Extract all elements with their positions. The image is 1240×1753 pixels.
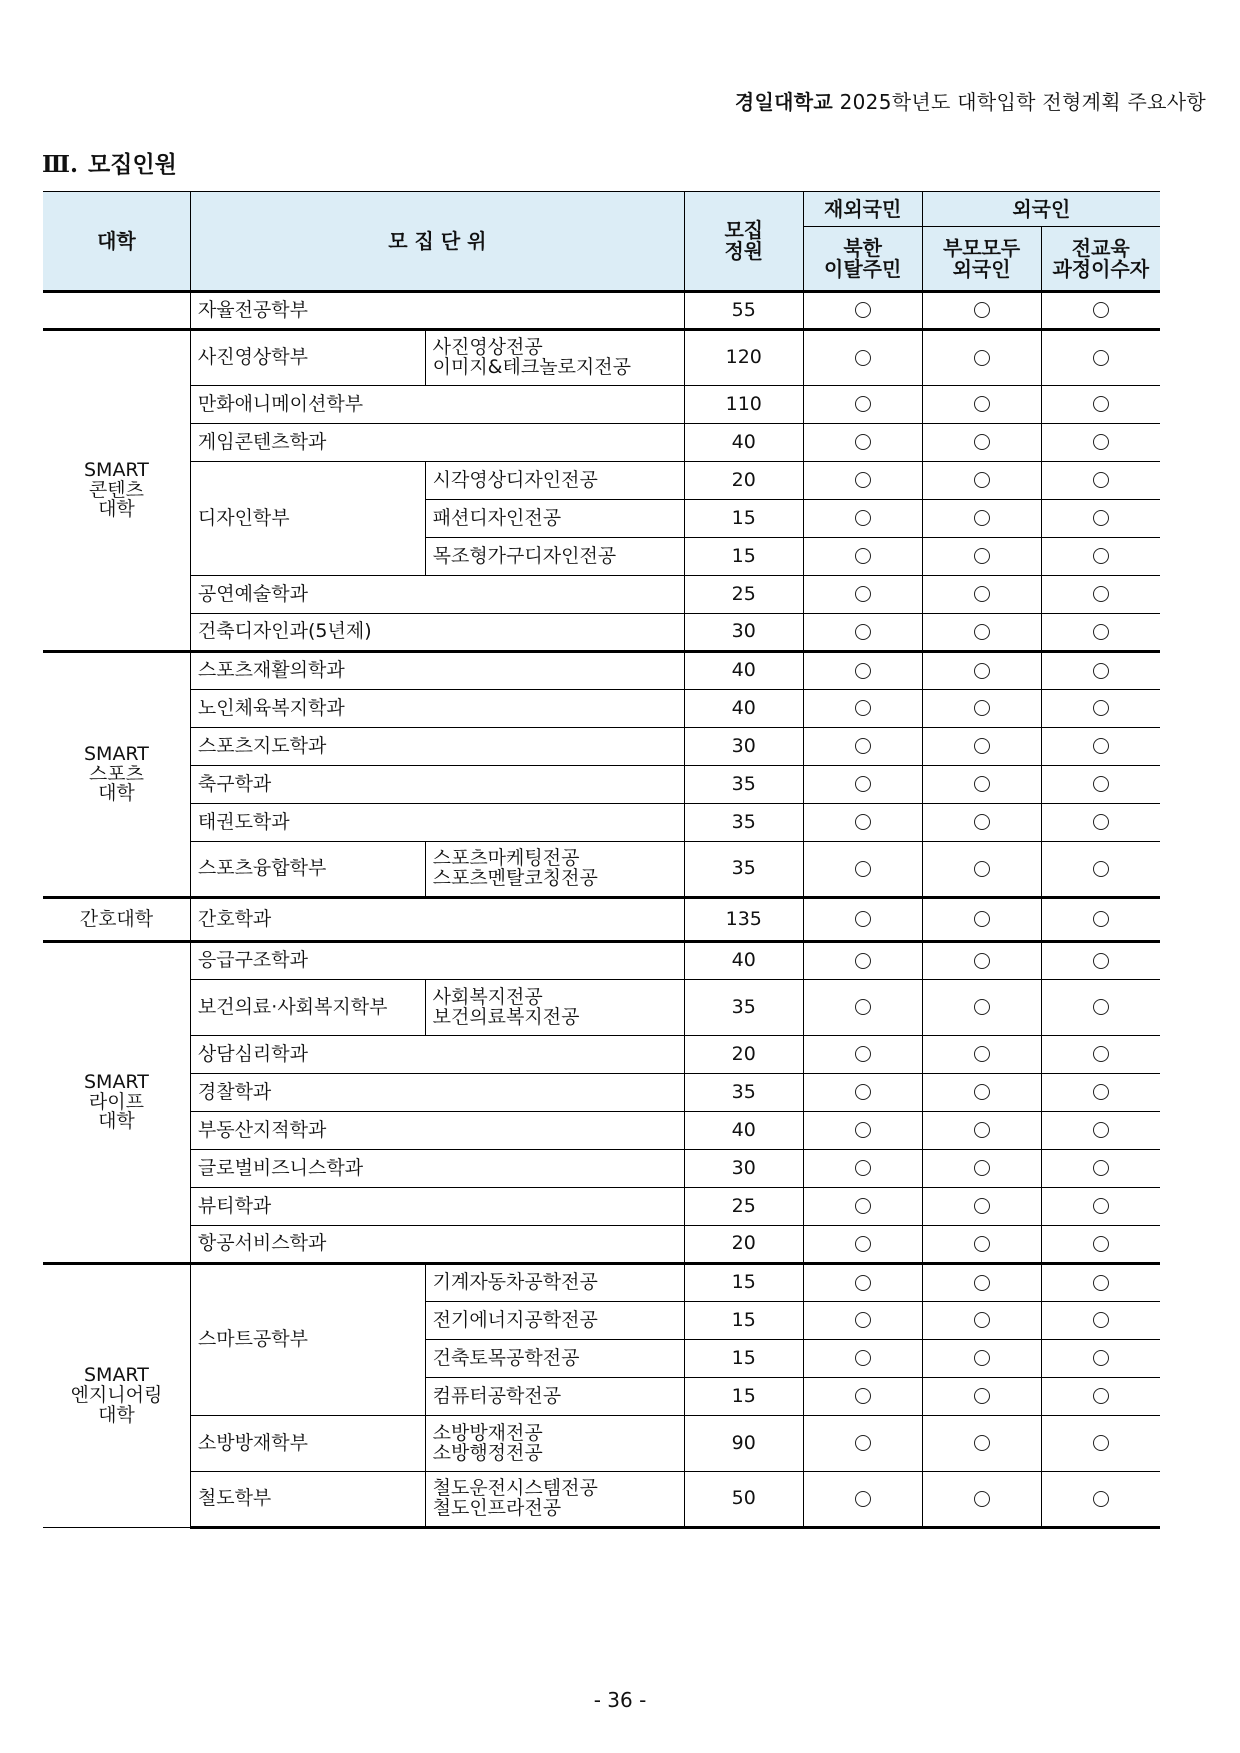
circle-mark-icon [855, 472, 871, 488]
circle-mark-icon [974, 663, 990, 679]
college-cell: 간호대학 [43, 898, 190, 942]
circle-mark-icon [974, 302, 990, 318]
quota-cell: 30 [684, 728, 803, 766]
circle-mark-icon [855, 738, 871, 754]
circle-mark-icon [974, 1122, 990, 1138]
major-cell: 소방방재전공 소방행정전공 [425, 1416, 684, 1472]
unit-cell: 글로벌비즈니스학과 [190, 1150, 684, 1188]
circle-mark-icon [974, 1491, 990, 1507]
major-cell: 패션디자인전공 [425, 500, 684, 538]
circle-mark-icon [855, 510, 871, 526]
header-quota: 모집 정원 [684, 192, 803, 292]
table-row [43, 1226, 1160, 1264]
circle-mark-icon [974, 548, 990, 564]
circle-mark-icon [855, 1084, 871, 1100]
circle-mark-icon [1093, 624, 1109, 640]
circle-mark-icon [1093, 548, 1109, 564]
circle-mark-icon [974, 1312, 990, 1328]
circle-mark-icon [1093, 586, 1109, 602]
circle-mark-icon [855, 1275, 871, 1291]
unit-cell: 만화애니메이션학부 [190, 386, 684, 424]
circle-mark-icon [974, 700, 990, 716]
circle-mark-icon [1093, 1491, 1109, 1507]
table-row [43, 898, 1160, 942]
circle-mark-icon [855, 1122, 871, 1138]
table-row [43, 330, 1160, 386]
table-row [43, 424, 1160, 462]
circle-mark-icon [855, 999, 871, 1015]
circle-mark-icon [1093, 1435, 1109, 1451]
unit-cell: 응급구조학과 [190, 942, 684, 980]
unit-cell: 뷰티학과 [190, 1188, 684, 1226]
circle-mark-icon [1093, 472, 1109, 488]
circle-mark-icon [1093, 911, 1109, 927]
major-cell: 철도운전시스템전공 철도인프라전공 [425, 1472, 684, 1528]
header-foreign-parents: 부모모두 외국인 [922, 227, 1041, 292]
quota-cell: 50 [684, 1472, 803, 1528]
unit-cell: 태권도학과 [190, 804, 684, 842]
college-cell: SMART 콘텐츠 대학 [43, 330, 190, 652]
circle-mark-icon [855, 861, 871, 877]
unit-cell: 디자인학부 [190, 462, 425, 576]
unit-cell: 공연예술학과 [190, 576, 684, 614]
quota-cell: 30 [684, 1150, 803, 1188]
major-cell: 기계자동차공학전공 [425, 1264, 684, 1302]
header-overseas: 재외국민 [803, 192, 922, 227]
circle-mark-icon [1093, 510, 1109, 526]
circle-mark-icon [855, 396, 871, 412]
quota-cell: 25 [684, 1188, 803, 1226]
circle-mark-icon [974, 1160, 990, 1176]
circle-mark-icon [1093, 1312, 1109, 1328]
table-row [43, 292, 1160, 330]
circle-mark-icon [974, 586, 990, 602]
circle-mark-icon [974, 1084, 990, 1100]
college-cell: SMART 스포츠 대학 [43, 652, 190, 898]
table-row [43, 766, 1160, 804]
circle-mark-icon [855, 814, 871, 830]
table-row [43, 842, 1160, 898]
unit-cell: 스포츠재활의학과 [190, 652, 684, 690]
circle-mark-icon [1093, 1084, 1109, 1100]
circle-mark-icon [1093, 1160, 1109, 1176]
circle-mark-icon [1093, 302, 1109, 318]
document-subtitle: 2025학년도 대학입학 전형계획 주요사항 [839, 90, 1206, 114]
unit-cell: 사진영상학부 [190, 330, 425, 386]
circle-mark-icon [974, 999, 990, 1015]
circle-mark-icon [855, 1312, 871, 1328]
circle-mark-icon [974, 911, 990, 927]
major-cell: 사진영상전공 이미지&테크놀로지전공 [425, 330, 684, 386]
quota-cell: 40 [684, 652, 803, 690]
college-cell: SMART 라이프 대학 [43, 942, 190, 1264]
unit-cell: 노인체육복지학과 [190, 690, 684, 728]
document-header [735, 86, 1206, 115]
quota-cell: 20 [684, 1226, 803, 1264]
circle-mark-icon [855, 1160, 871, 1176]
circle-mark-icon [855, 1350, 871, 1366]
section-title [42, 146, 177, 179]
major-cell: 시각영상디자인전공 [425, 462, 684, 500]
quota-cell: 110 [684, 386, 803, 424]
unit-cell: 자율전공학부 [190, 292, 684, 330]
major-cell: 전기에너지공학전공 [425, 1302, 684, 1340]
quota-cell: 15 [684, 1302, 803, 1340]
section-number: Ⅲ. [42, 151, 79, 178]
header-college: 대학 [43, 192, 190, 292]
circle-mark-icon [974, 1275, 990, 1291]
quota-cell: 40 [684, 690, 803, 728]
table-row [43, 1264, 1160, 1302]
circle-mark-icon [855, 434, 871, 450]
page-number: - 36 - [593, 1688, 647, 1712]
circle-mark-icon [855, 1435, 871, 1451]
circle-mark-icon [974, 1046, 990, 1062]
circle-mark-icon [855, 548, 871, 564]
circle-mark-icon [1093, 861, 1109, 877]
table-row [43, 386, 1160, 424]
table-row [43, 652, 1160, 690]
circle-mark-icon [1093, 1388, 1109, 1404]
unit-cell: 부동산지적학과 [190, 1112, 684, 1150]
unit-cell: 스포츠지도학과 [190, 728, 684, 766]
table-row [43, 1112, 1160, 1150]
circle-mark-icon [855, 1388, 871, 1404]
circle-mark-icon [974, 434, 990, 450]
circle-mark-icon [1093, 434, 1109, 450]
circle-mark-icon [1093, 1198, 1109, 1214]
circle-mark-icon [1093, 1122, 1109, 1138]
major-cell: 목조형가구디자인전공 [425, 538, 684, 576]
circle-mark-icon [855, 663, 871, 679]
circle-mark-icon [1093, 700, 1109, 716]
circle-mark-icon [1093, 953, 1109, 969]
quota-cell: 35 [684, 804, 803, 842]
unit-cell: 보건의료·사회복지학부 [190, 980, 425, 1036]
quota-cell: 15 [684, 1264, 803, 1302]
quota-cell: 90 [684, 1416, 803, 1472]
quota-cell: 30 [684, 614, 803, 652]
table-row [43, 614, 1160, 652]
table-row [43, 1036, 1160, 1074]
quota-cell: 15 [684, 1340, 803, 1378]
quota-cell: 55 [684, 292, 803, 330]
section-title-text: 모집인원 [88, 152, 177, 178]
circle-mark-icon [974, 1435, 990, 1451]
unit-cell: 항공서비스학과 [190, 1226, 684, 1264]
unit-cell: 철도학부 [190, 1472, 425, 1528]
circle-mark-icon [974, 861, 990, 877]
quota-cell: 135 [684, 898, 803, 942]
quota-cell: 15 [684, 538, 803, 576]
circle-mark-icon [1093, 663, 1109, 679]
table-row [43, 804, 1160, 842]
circle-mark-icon [855, 700, 871, 716]
circle-mark-icon [1093, 1350, 1109, 1366]
circle-mark-icon [855, 350, 871, 366]
circle-mark-icon [855, 953, 871, 969]
quota-cell: 120 [684, 330, 803, 386]
major-cell: 컴퓨터공학전공 [425, 1378, 684, 1416]
circle-mark-icon [855, 911, 871, 927]
circle-mark-icon [974, 1198, 990, 1214]
header-full-curriculum: 전교육 과정이수자 [1041, 227, 1160, 292]
circle-mark-icon [974, 396, 990, 412]
circle-mark-icon [974, 510, 990, 526]
circle-mark-icon [1093, 814, 1109, 830]
school-name: 경일대학교 [734, 90, 833, 114]
unit-cell: 스마트공학부 [190, 1264, 425, 1416]
quota-cell: 20 [684, 1036, 803, 1074]
college-cell [43, 292, 190, 330]
circle-mark-icon [1093, 396, 1109, 412]
table-row [43, 942, 1160, 980]
circle-mark-icon [974, 1350, 990, 1366]
quota-cell: 40 [684, 942, 803, 980]
circle-mark-icon [1093, 1046, 1109, 1062]
circle-mark-icon [974, 953, 990, 969]
circle-mark-icon [974, 472, 990, 488]
unit-cell: 경찰학과 [190, 1074, 684, 1112]
header-north-korean-defector: 북한 이탈주민 [803, 227, 922, 292]
circle-mark-icon [855, 1491, 871, 1507]
circle-mark-icon [1093, 776, 1109, 792]
quota-cell: 35 [684, 980, 803, 1036]
circle-mark-icon [1093, 1236, 1109, 1252]
circle-mark-icon [855, 1198, 871, 1214]
major-cell: 사회복지전공 보건의료복지전공 [425, 980, 684, 1036]
circle-mark-icon [974, 814, 990, 830]
table-row [43, 1416, 1160, 1472]
circle-mark-icon [855, 624, 871, 640]
header-unit: 모 집 단 위 [190, 192, 684, 292]
quota-cell: 25 [684, 576, 803, 614]
circle-mark-icon [855, 586, 871, 602]
circle-mark-icon [855, 776, 871, 792]
college-cell: SMART 엔지니어링 대학 [43, 1264, 190, 1528]
quota-cell: 40 [684, 424, 803, 462]
header-foreign: 외국인 [922, 192, 1160, 227]
circle-mark-icon [855, 302, 871, 318]
unit-cell: 축구학과 [190, 766, 684, 804]
major-cell: 건축토목공학전공 [425, 1340, 684, 1378]
circle-mark-icon [974, 738, 990, 754]
circle-mark-icon [974, 624, 990, 640]
table-row [43, 1074, 1160, 1112]
circle-mark-icon [974, 350, 990, 366]
quota-cell: 15 [684, 1378, 803, 1416]
circle-mark-icon [1093, 1275, 1109, 1291]
table-row [43, 1188, 1160, 1226]
table-row [43, 462, 1160, 500]
quota-cell: 35 [684, 842, 803, 898]
major-cell: 스포츠마케팅전공 스포츠멘탈코칭전공 [425, 842, 684, 898]
quota-table [43, 191, 1160, 1529]
unit-cell: 간호학과 [190, 898, 684, 942]
unit-cell: 소방방재학부 [190, 1416, 425, 1472]
unit-cell: 상담심리학과 [190, 1036, 684, 1074]
table-row [43, 1150, 1160, 1188]
quota-cell: 35 [684, 766, 803, 804]
circle-mark-icon [1093, 350, 1109, 366]
quota-cell: 40 [684, 1112, 803, 1150]
table-row [43, 980, 1160, 1036]
circle-mark-icon [974, 1388, 990, 1404]
table-row [43, 1472, 1160, 1528]
circle-mark-icon [1093, 999, 1109, 1015]
table-row [43, 690, 1160, 728]
quota-cell: 15 [684, 500, 803, 538]
circle-mark-icon [855, 1046, 871, 1062]
quota-cell: 35 [684, 1074, 803, 1112]
circle-mark-icon [974, 1236, 990, 1252]
unit-cell: 건축디자인과(5년제) [190, 614, 684, 652]
table-row [43, 576, 1160, 614]
unit-cell: 스포츠융합학부 [190, 842, 425, 898]
unit-cell: 게임콘텐츠학과 [190, 424, 684, 462]
circle-mark-icon [1093, 738, 1109, 754]
quota-cell: 20 [684, 462, 803, 500]
circle-mark-icon [855, 1236, 871, 1252]
table-row [43, 728, 1160, 766]
circle-mark-icon [974, 776, 990, 792]
